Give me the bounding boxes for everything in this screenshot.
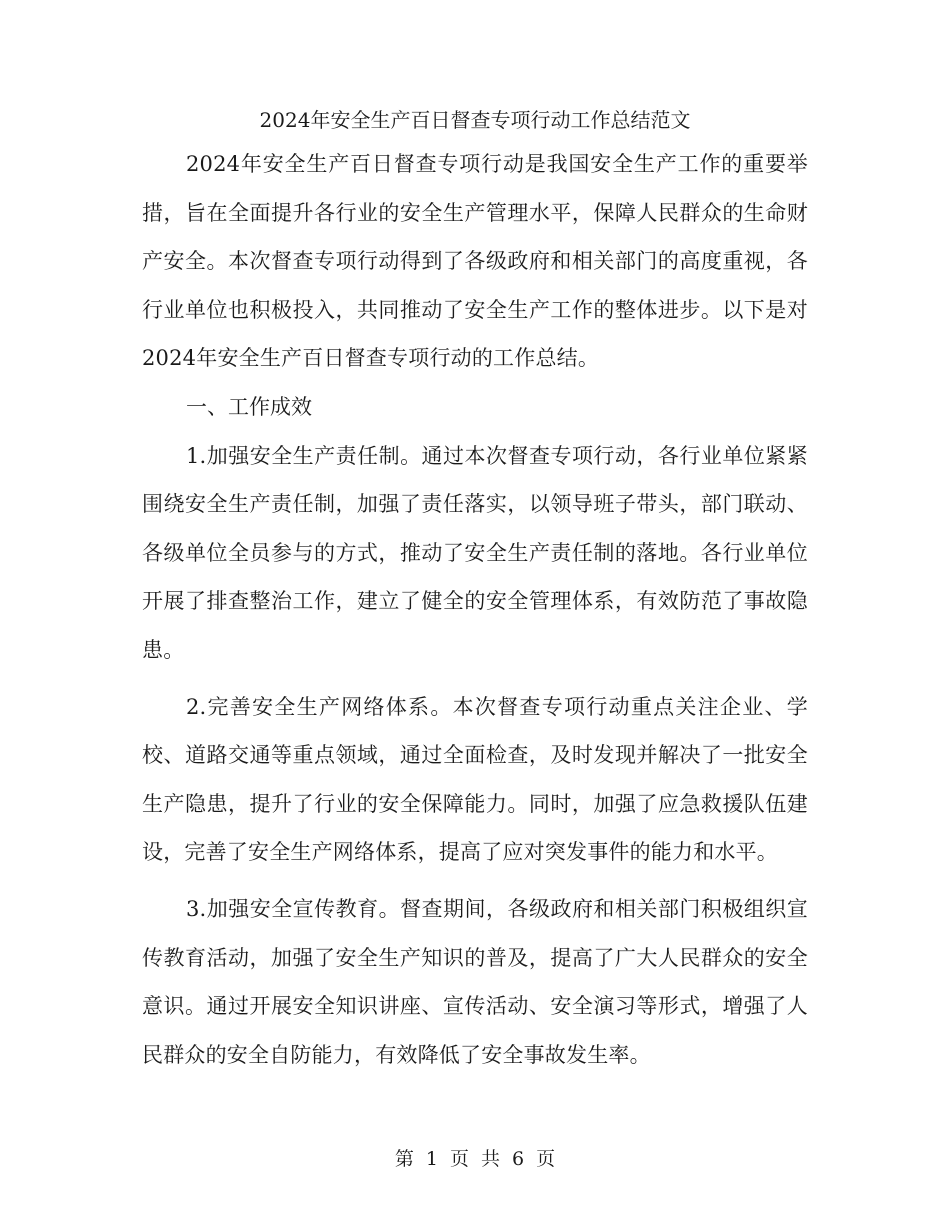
page-number-footer: 第 1 页 共 6 页 bbox=[394, 1148, 556, 1170]
item-paragraph-3: 3.加强安全宣传教育。督查期间，各级政府和相关部门积极组织宣传教育活动，加强了安全生产知识的普及，提高了广大人民群众的安全意识。通过开展安全知识讲座、宣传活动、安全演习等形式，增强了人民群众的安全自防能力，有效降低了安全事故发生率。 bbox=[142, 896, 808, 1067]
section-heading-achievements: 一、工作成效 bbox=[186, 394, 312, 419]
item-paragraph-1: 1.加强安全生产责任制。通过本次督查专项行动，各行业单位紧紧围绕安全生产责任制，加强了责任落实，以领导班子带头，部门联动、各级单位全员参与的方式，推动了安全生产责任制的落地。各行业单位开展了排查整治工作，建立了健全的安全管理体系，有效防范了事故隐患。 bbox=[142, 443, 808, 662]
document-title: 2024年安全生产百日督查专项行动工作总结范文 bbox=[259, 108, 691, 132]
item-paragraph-2: 2.完善安全生产网络体系。本次督查专项行动重点关注企业、学校、道路交通等重点领域，通过全面检查，及时发现并解决了一批安全生产隐患，提升了行业的安全保障能力。同时，加强了应急救援队伍建设，完善了安全生产网络体系，提高了应对突发事件的能力和水平。 bbox=[142, 694, 808, 865]
intro-paragraph: 2024年安全生产百日督查专项行动是我国安全生产工作的重要举措，旨在全面提升各行业的安全生产管理水平，保障人民群众的生命财产安全。本次督查专项行动得到了各级政府和相关部门的高度重视，各行业单位也积极投入，共同推动了安全生产工作的整体进步。以下是对2024年安全生产百日督查专项行动的工作总结。 bbox=[142, 152, 808, 371]
document-body bbox=[142, 140, 808, 1079]
